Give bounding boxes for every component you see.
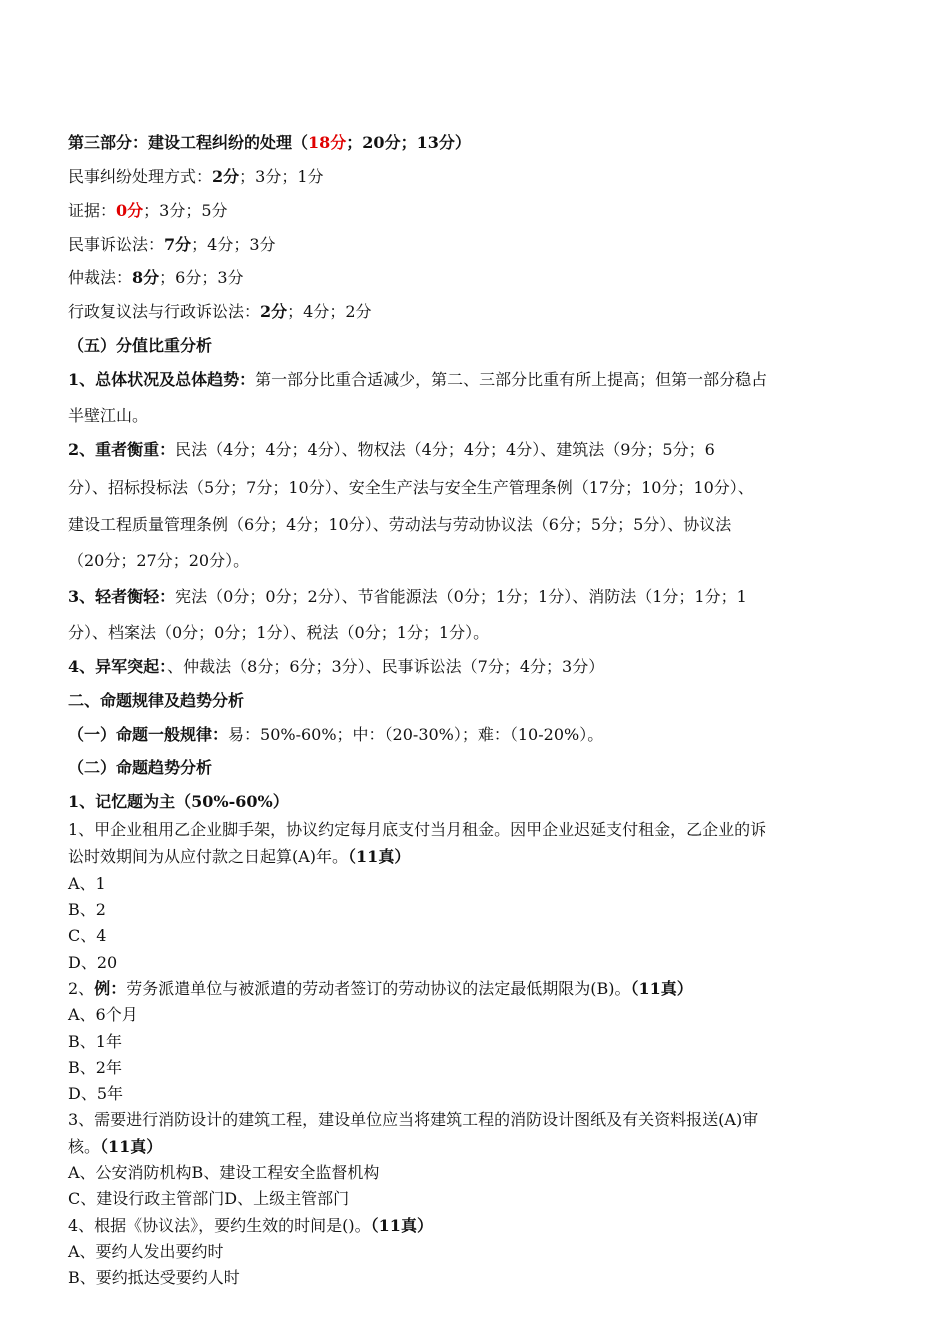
analysis-p3-line1 — [68, 587, 868, 607]
part3-item-arbitration — [68, 268, 868, 288]
analysis-p4-line1 — [68, 657, 868, 677]
item-rest: ；3分；5分 — [143, 201, 228, 220]
q2-tag: （11真） — [630, 979, 693, 998]
q4-line — [68, 1216, 868, 1236]
analysis-p1-line2: 半壁江山。 — [68, 406, 149, 425]
rule-line — [68, 725, 868, 745]
item-score: 7分 — [164, 235, 192, 254]
q3-line1: 3、需要进行消防设计的建筑工程，建设单位应当将建筑工程的消防设计图纸及有关资料报送(A)审 — [68, 1110, 759, 1129]
q2-text: 劳务派遣单位与被派遣的劳动者签订的劳动协议的法定最低期限为(B)。 — [126, 979, 631, 998]
q2-example: 例： — [94, 979, 127, 998]
analysis-p2-line2: 分）、招标投标法（5分；7分；10分）、安全生产法与安全生产管理条例（17分；10分；10分）、 — [68, 478, 754, 497]
item-rest: ；6分；3分 — [159, 268, 244, 287]
p1-head: 1、总体状况及总体趋势： — [68, 370, 256, 389]
item-label: 民事诉讼法： — [68, 235, 165, 254]
p1-text: 第一部分比重合适减少，第二、三部分比重有所上提高；但第一部分稳占 — [255, 370, 768, 389]
analysis-p2-line4: （20分；27分；20分）。 — [68, 551, 250, 570]
q3-option-cd: C、建设行政主管部门D、上级主管部门 — [68, 1189, 350, 1208]
item-score: 2分 — [260, 302, 288, 321]
q2-prefix: 2、 — [68, 979, 95, 998]
p2-text: 民法（4分；4分；4分）、物权法（4分；4分；4分）、建筑法（9分；5分；6 — [175, 440, 715, 459]
q4-option-b: B、要约抵达受要约人时 — [68, 1268, 240, 1287]
q2-option-b: B、1年 — [68, 1032, 122, 1051]
rule-head: （一）命题一般规律： — [68, 725, 229, 744]
q2-line — [68, 979, 868, 999]
q4-option-a: A、要约人发出要约时 — [68, 1242, 224, 1261]
part3-title-red: 18分 — [308, 133, 347, 152]
q1-option-a: A、1 — [68, 874, 106, 893]
memory-heading: 1、记忆题为主（50%-60%） — [68, 792, 289, 811]
q1-option-d: D、20 — [68, 953, 118, 972]
item-rest: ；4分；2分 — [287, 302, 372, 321]
q1-line1: 1、甲企业租用乙企业脚手架，协议约定每月底支付当月租金。因甲企业迟延支付租金，乙企业的诉 — [68, 820, 767, 839]
q1-option-b: B、2 — [68, 900, 106, 919]
q1-tag: （11真） — [348, 847, 411, 866]
p2-head: 2、重者衡重： — [68, 440, 176, 459]
analysis-p3-line2: 分）、档案法（0分；0分；1分）、税法（0分；1分；1分）。 — [68, 623, 490, 642]
part3-item-evidence — [68, 201, 868, 221]
item-label: 民事纠纷处理方式： — [68, 167, 213, 186]
analysis-heading: （五）分值比重分析 — [68, 336, 213, 355]
part3-item-civil-dispute — [68, 167, 868, 187]
item-label: 证据： — [68, 201, 117, 220]
part3-item-civil-procedure — [68, 235, 868, 255]
part3-title — [68, 133, 868, 153]
q4-text: 4、根据《协议法》，要约生效的时间是()。 — [68, 1216, 371, 1235]
item-rest: ；3分；1分 — [239, 167, 324, 186]
item-rest: ；4分；3分 — [191, 235, 276, 254]
q2-option-d: D、5年 — [68, 1084, 124, 1103]
analysis-p1-line1 — [68, 370, 868, 390]
item-score: 0分 — [116, 201, 144, 220]
q3-tag: （11真） — [100, 1137, 163, 1156]
p3-head: 3、轻者衡轻： — [68, 587, 176, 606]
p4-head: 4、异军突起： — [68, 657, 168, 676]
rule-text: 易：50%-60%；中：（20-30%）；难：（10-20%）。 — [228, 725, 604, 744]
analysis-p2-line3: 建设工程质量管理条例（6分；4分；10分）、劳动法与劳动协议法（6分；5分；5分）、协议法 — [68, 515, 732, 534]
analysis-p2-line1 — [68, 440, 868, 460]
q4-tag: （11真） — [370, 1216, 433, 1235]
item-score: 8分 — [132, 268, 160, 287]
q3-line2 — [68, 1137, 868, 1157]
p4-text: 、仲裁法（8分；6分；3分）、民事诉讼法（7分；4分；3分） — [167, 657, 605, 676]
item-label: 行政复议法与行政诉讼法： — [68, 302, 261, 321]
q3-option-ab: A、公安消防机构B、建设工程安全监督机构 — [68, 1163, 380, 1182]
q1-option-c: C、4 — [68, 926, 107, 945]
q2-option-c: B、2年 — [68, 1058, 122, 1077]
part3-title-prefix: 第三部分：建设工程纠纷的处理（ — [68, 133, 309, 152]
q1-text: 讼时效期间为从应付款之日起算(A)年。 — [68, 847, 349, 866]
item-label: 仲裁法： — [68, 268, 133, 287]
part3-title-suffix: ；20分；13分） — [346, 133, 471, 152]
q1-line2 — [68, 847, 868, 867]
section2-heading: 二、命题规律及趋势分析 — [68, 691, 245, 710]
part3-item-administrative — [68, 302, 868, 322]
q2-option-a: A、6个月 — [68, 1005, 138, 1024]
trend-heading: （二）命题趋势分析 — [68, 758, 213, 777]
p3-text: 宪法（0分；0分；2分）、节省能源法（0分；1分；1分）、消防法（1分；1分；1 — [175, 587, 747, 606]
item-score: 2分 — [212, 167, 240, 186]
q3-text: 核。 — [68, 1137, 101, 1156]
